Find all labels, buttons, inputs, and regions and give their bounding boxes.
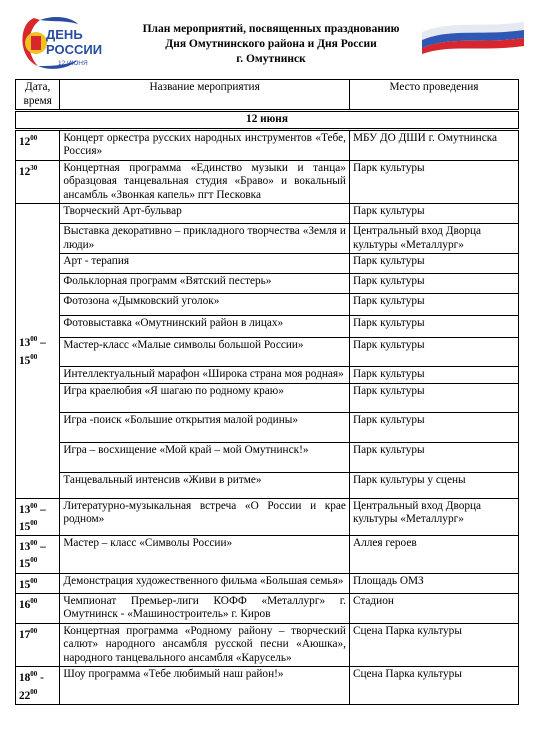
- table-row: [16, 224, 519, 254]
- event-place: Центральный вход Дворца культуры «Металлург»: [349, 224, 518, 254]
- event-name: Демонстрация художественного фильма «Большая семья»: [60, 573, 350, 593]
- table-row: [16, 623, 519, 667]
- day-label: 12 июня: [16, 111, 519, 130]
- event-place: Парк культуры: [349, 160, 518, 204]
- event-place: Парк культуры: [349, 254, 518, 274]
- event-place: Парк культуры: [349, 274, 518, 294]
- event-time: $15^{00}$: [16, 573, 60, 593]
- event-name: Танцевальный интенсив «Живи в ритме»: [60, 472, 350, 498]
- event-time: $16^{00}$: [16, 593, 60, 623]
- table-row: [16, 593, 519, 623]
- event-place: Аллея героев: [349, 536, 518, 574]
- table-header-row: [16, 80, 519, 111]
- event-place: Парк культуры: [349, 412, 518, 442]
- heading-line-3: г. Омутнинск: [236, 53, 306, 65]
- event-place: Парк культуры: [349, 338, 518, 367]
- event-time: $13^{00}$ – $15^{00}$: [16, 536, 60, 574]
- logo-title: ДЕНЬ: [46, 27, 83, 42]
- event-name: Игра -поиск «Большие открытия малой родины»: [60, 412, 350, 442]
- heading-line-2: Дня Омутнинского района и Дня России: [165, 38, 377, 50]
- table-row: [16, 667, 519, 705]
- event-time: $12^{30}$: [16, 160, 60, 204]
- day-row: [16, 111, 519, 130]
- table-row: [16, 129, 519, 160]
- document-heading: [140, 22, 402, 67]
- event-time: $17^{00}$: [16, 623, 60, 667]
- table-row: [16, 316, 519, 338]
- table-row: [16, 367, 519, 384]
- event-place: Сцена Парка культуры: [349, 623, 518, 667]
- event-name: Фотозона «Дымковский уголок»: [60, 294, 350, 316]
- event-place: Центральный вход Дворца культуры «Металлург»: [349, 498, 518, 536]
- table-row: [16, 472, 519, 498]
- table-row: [16, 442, 519, 472]
- table-row: [16, 498, 519, 536]
- events-table: [15, 79, 519, 705]
- header-venue: Место проведения: [349, 80, 518, 111]
- event-place: МБУ ДО ДШИ г. Омутнинска: [349, 129, 518, 160]
- group-event-time: $13^{00}$ – $15^{00}$: [16, 204, 60, 499]
- table-row: [16, 338, 519, 367]
- event-name: Интеллектуальный марафон «Широка страна моя родная»: [60, 367, 350, 384]
- event-name: Концертная программа «Единство музыки и танца» образцовая танцевальная студия «Браво» и вокальный ансамбль «Звонкая капель» пгт Песковка: [60, 160, 350, 204]
- event-name: Мастер-класс «Малые символы большой России»: [60, 338, 350, 367]
- event-time: $18^{00}$ - $22^{00}$: [16, 667, 60, 705]
- event-name: Игра краелюбия «Я шагаю по родному краю»: [60, 383, 350, 412]
- table-row: [16, 274, 519, 294]
- event-place: Парк культуры: [349, 383, 518, 412]
- event-name: Мастер – класс «Символы России»: [60, 536, 350, 574]
- den-rossii-logo: [16, 14, 134, 70]
- event-place: Площадь ОМЗ: [349, 573, 518, 593]
- event-place: Парк культуры: [349, 204, 518, 224]
- event-place: Парк культуры: [349, 442, 518, 472]
- table-row: [16, 204, 519, 224]
- event-name: Арт - терапия: [60, 254, 350, 274]
- heading-line-1: План мероприятий, посвященных празднованию: [142, 23, 400, 35]
- table-row: [16, 294, 519, 316]
- table-row: [16, 573, 519, 593]
- header-date-time: Дата, время: [16, 80, 60, 111]
- table-row: [16, 254, 519, 274]
- header-event-name: Название мероприятия: [60, 80, 350, 111]
- event-name: Концертная программа «Родному району – творческий салют» народного ансамбля русской песни «Аюшка», народного танцевального ансамбля «Карусель»: [60, 623, 350, 667]
- event-place: Стадион: [349, 593, 518, 623]
- table-row: [16, 160, 519, 204]
- table-row: [16, 412, 519, 442]
- event-place: Парк культуры: [349, 294, 518, 316]
- event-name: Фотовыставка «Омутнинский район в лицах»: [60, 316, 350, 338]
- event-name: Игра – восхищение «Мой край – мой Омутнинск!»: [60, 442, 350, 472]
- event-name: Выставка декоративно – прикладного творчества «Земля и люди»: [60, 224, 350, 254]
- flag-wave-decoration: [420, 18, 526, 54]
- event-place: Парк культуры у сцены: [349, 472, 518, 498]
- event-name: Творческий Арт-бульвар: [60, 204, 350, 224]
- table-row: [16, 536, 519, 574]
- event-time: $12^{00}$: [16, 129, 60, 160]
- event-place: Сцена Парка культуры: [349, 667, 518, 705]
- logo-title2: РОССИИ: [46, 42, 103, 57]
- event-name: Фольклорная программ «Вятский пестерь»: [60, 274, 350, 294]
- event-name: Концерт оркестра русских народных инструментов «Тебе, Россия»: [60, 129, 350, 160]
- logo-date: 12 ИЮНЯ: [58, 60, 88, 67]
- event-name: Шоу программа «Тебе любимый наш район!»: [60, 667, 350, 705]
- event-place: Парк культуры: [349, 367, 518, 384]
- table-row: [16, 383, 519, 412]
- event-name: Чемпионат Премьер-лиги КОФФ «Металлург» г. Омутнинск - «Машиностроитель» г. Киров: [60, 593, 350, 623]
- event-place: Парк культуры: [349, 316, 518, 338]
- event-time: $13^{00}$ – $15^{00}$: [16, 498, 60, 536]
- event-name: Литературно-музыкальная встреча «О России и крае родном»: [60, 498, 350, 536]
